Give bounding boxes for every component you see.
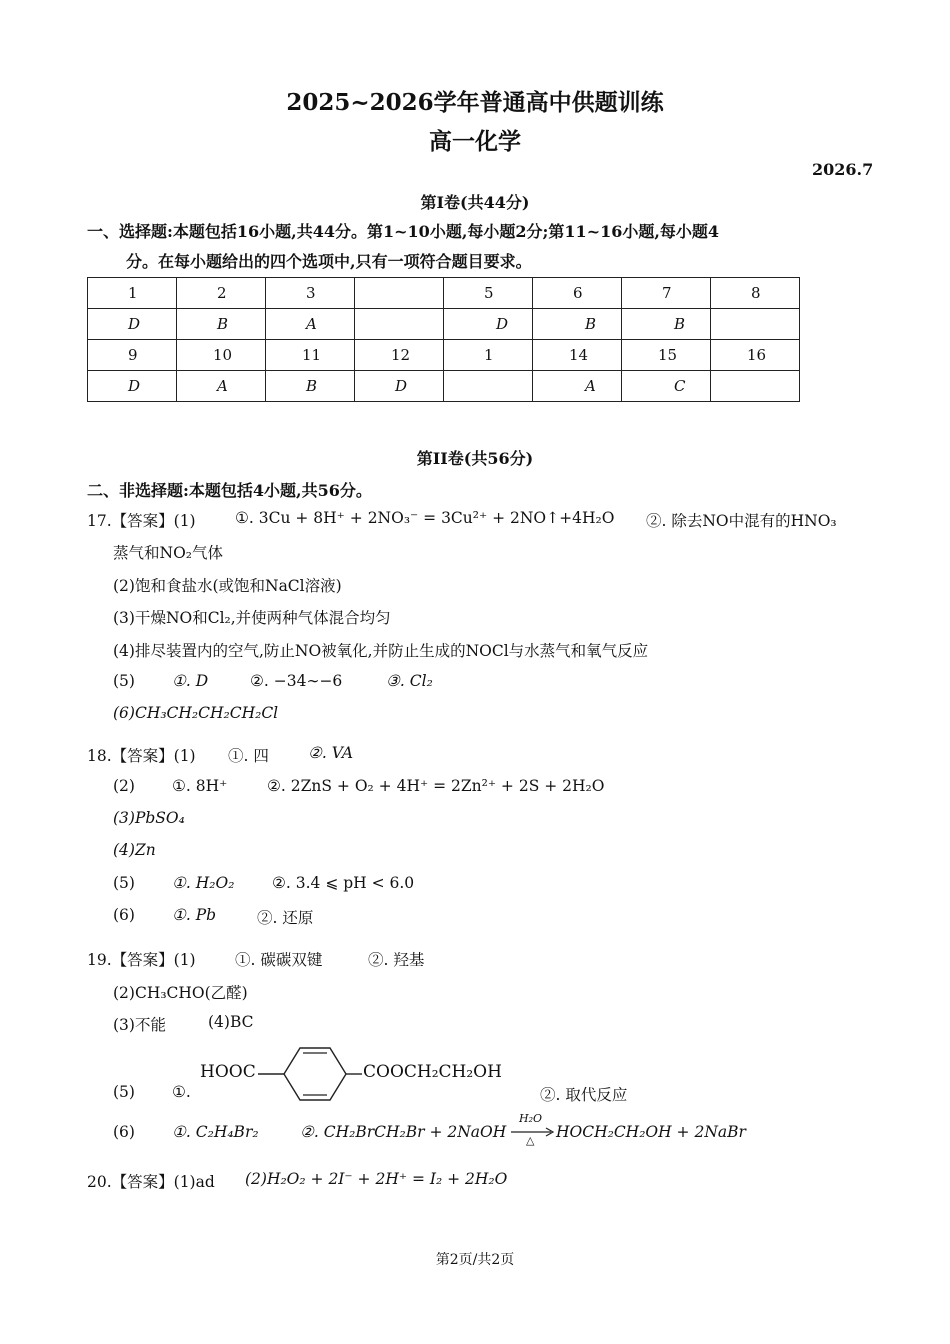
- q18-p2-label: (2): [113, 777, 135, 795]
- part1-instructions-line2: 分。在每小题给出的四个选项中,只有一项符合题目要求。: [126, 252, 532, 271]
- q20-label: 20.【答案】(1)ad: [87, 1173, 215, 1191]
- q18-p5-a: ①. H₂O₂: [172, 874, 235, 892]
- q19-p4: (4)BC: [208, 1013, 254, 1031]
- table-cell: D: [88, 371, 177, 402]
- table-cell: D: [88, 309, 177, 340]
- table-cell: 15: [622, 340, 711, 371]
- table-cell: 3: [266, 278, 355, 309]
- table-cell: A: [177, 371, 266, 402]
- table-cell: 1: [88, 278, 177, 309]
- table-cell: 10: [177, 340, 266, 371]
- q18-p2-a: ①. 8H⁺: [172, 777, 228, 795]
- q18-label: 18.【答案】(1): [87, 747, 196, 765]
- q18-p1-a: ①. 四: [228, 747, 269, 765]
- table-cell: 9: [88, 340, 177, 371]
- doc-date: 2026.7: [812, 160, 874, 179]
- q18-p5-b: ②. 3.4 ⩽ pH < 6.0: [272, 874, 415, 892]
- table-row: [88, 371, 800, 402]
- table-cell: [711, 309, 800, 340]
- q18-p3: (3)PbSO₄: [113, 809, 185, 827]
- table-cell: 5: [444, 278, 533, 309]
- part1-instructions-line1: 一、选择题:本题包括16小题,共44分。第1~10小题,每小题2分;第11~16小题,每小题4: [87, 222, 720, 241]
- q19-p3: (3)不能: [113, 1016, 166, 1034]
- part2-heading: 第II卷(共56分): [416, 449, 534, 468]
- table-cell: 2: [177, 278, 266, 309]
- q17-p5-c: ③. Cl₂: [386, 672, 433, 690]
- q19-label: 19.【答案】(1): [87, 951, 196, 969]
- q17-p1-sub2: ②. 除去NO中混有的HNO₃: [646, 512, 837, 530]
- table-cell: C: [622, 371, 711, 402]
- q18-p5-label: (5): [113, 874, 135, 892]
- q17-p4: (4)排尽装置内的空气,防止NO被氧化,并防止生成的NOCl与水蒸气和氧气反应: [113, 642, 649, 660]
- q19-p1-a: ①. 碳碳双键: [235, 951, 323, 969]
- doc-subtitle: 高一化学: [429, 128, 521, 155]
- table-row: [88, 309, 800, 340]
- q18-p4: (4)Zn: [113, 841, 156, 859]
- table-cell: 16: [711, 340, 800, 371]
- q19-p6-label: (6): [113, 1123, 135, 1141]
- table-cell: 8: [711, 278, 800, 309]
- table-cell: B: [622, 309, 711, 340]
- part1-heading: 第Ⅰ卷(共44分): [420, 193, 530, 212]
- table-cell: A: [533, 371, 622, 402]
- q19-p5-b: ②. 取代反应: [540, 1086, 628, 1104]
- q19-p6-a: ①. C₂H₄Br₂: [172, 1123, 259, 1141]
- table-cell: 6: [533, 278, 622, 309]
- structure-right-group: COOCH₂CH₂OH: [363, 1062, 502, 1082]
- q18-p1-b: ②. VA: [308, 744, 354, 762]
- structure-left-group: HOOC: [200, 1062, 256, 1082]
- table-cell: 1: [444, 340, 533, 371]
- q19-p2: (2)CH₃CHO(乙醛): [113, 984, 248, 1002]
- table-cell: D: [355, 371, 444, 402]
- table-cell: A: [266, 309, 355, 340]
- answer-table: [87, 277, 800, 402]
- q19-p1-b: ②. 羟基: [368, 951, 425, 969]
- table-cell: B: [266, 371, 355, 402]
- table-cell: [444, 371, 533, 402]
- table-cell: 12: [355, 340, 444, 371]
- q17-label: 17.【答案】(1): [87, 512, 196, 530]
- q17-p1-cont: 蒸气和NO₂气体: [113, 544, 223, 562]
- table-cell: B: [533, 309, 622, 340]
- table-cell: 14: [533, 340, 622, 371]
- heat-symbol: △: [526, 1134, 535, 1147]
- benzene-ring-structure: [258, 1044, 362, 1104]
- table-row: [88, 278, 800, 309]
- doc-title: 2025~2026学年普通高中供题训练: [286, 89, 664, 116]
- q19-p6-b-right: HOCH₂CH₂OH + 2NaBr: [556, 1123, 746, 1141]
- page-footer: 第2页/共2页: [435, 1252, 515, 1268]
- q20-p2: (2)H₂O₂ + 2I⁻ + 2H⁺ = I₂ + 2H₂O: [245, 1170, 508, 1188]
- reaction-arrow-condition: H₂O: [519, 1112, 543, 1125]
- table-cell: [711, 371, 800, 402]
- table-cell: [355, 278, 444, 309]
- q17-p5-label: (5): [113, 672, 135, 690]
- q17-p1-sub1: ①. 3Cu + 8H⁺ + 2NO₃⁻ = 3Cu²⁺ + 2NO↑+4H₂O: [235, 509, 615, 527]
- q18-p2-b: ②. 2ZnS + O₂ + 4H⁺ = 2Zn²⁺ + 2S + 2H₂O: [267, 777, 605, 795]
- q18-p6-label: (6): [113, 906, 135, 924]
- q18-p6-b: ②. 还原: [257, 909, 314, 927]
- table-cell: D: [444, 309, 533, 340]
- part2-instructions: 二、非选择题:本题包括4小题,共56分。: [87, 481, 372, 500]
- table-cell: 11: [266, 340, 355, 371]
- q17-p3: (3)干燥NO和Cl₂,并使两种气体混合均匀: [113, 609, 391, 627]
- q19-p5-a-prefix: ①.: [172, 1083, 191, 1101]
- table-cell: 7: [622, 278, 711, 309]
- table-cell: [355, 309, 444, 340]
- table-cell: B: [177, 309, 266, 340]
- q18-p6-a: ①. Pb: [172, 906, 217, 924]
- q17-p5-a: ①. D: [172, 672, 209, 690]
- q19-p5-label: (5): [113, 1083, 135, 1101]
- q17-p5-b: ②. −34∼−6: [250, 672, 343, 690]
- q19-p6-b-left: ②. CH₂BrCH₂Br + 2NaOH: [300, 1123, 507, 1141]
- q17-p6: (6)CH₃CH₂CH₂CH₂Cl: [113, 704, 279, 722]
- q17-p2: (2)饱和食盐水(或饱和NaCl溶液): [113, 577, 342, 595]
- table-row: [88, 340, 800, 371]
